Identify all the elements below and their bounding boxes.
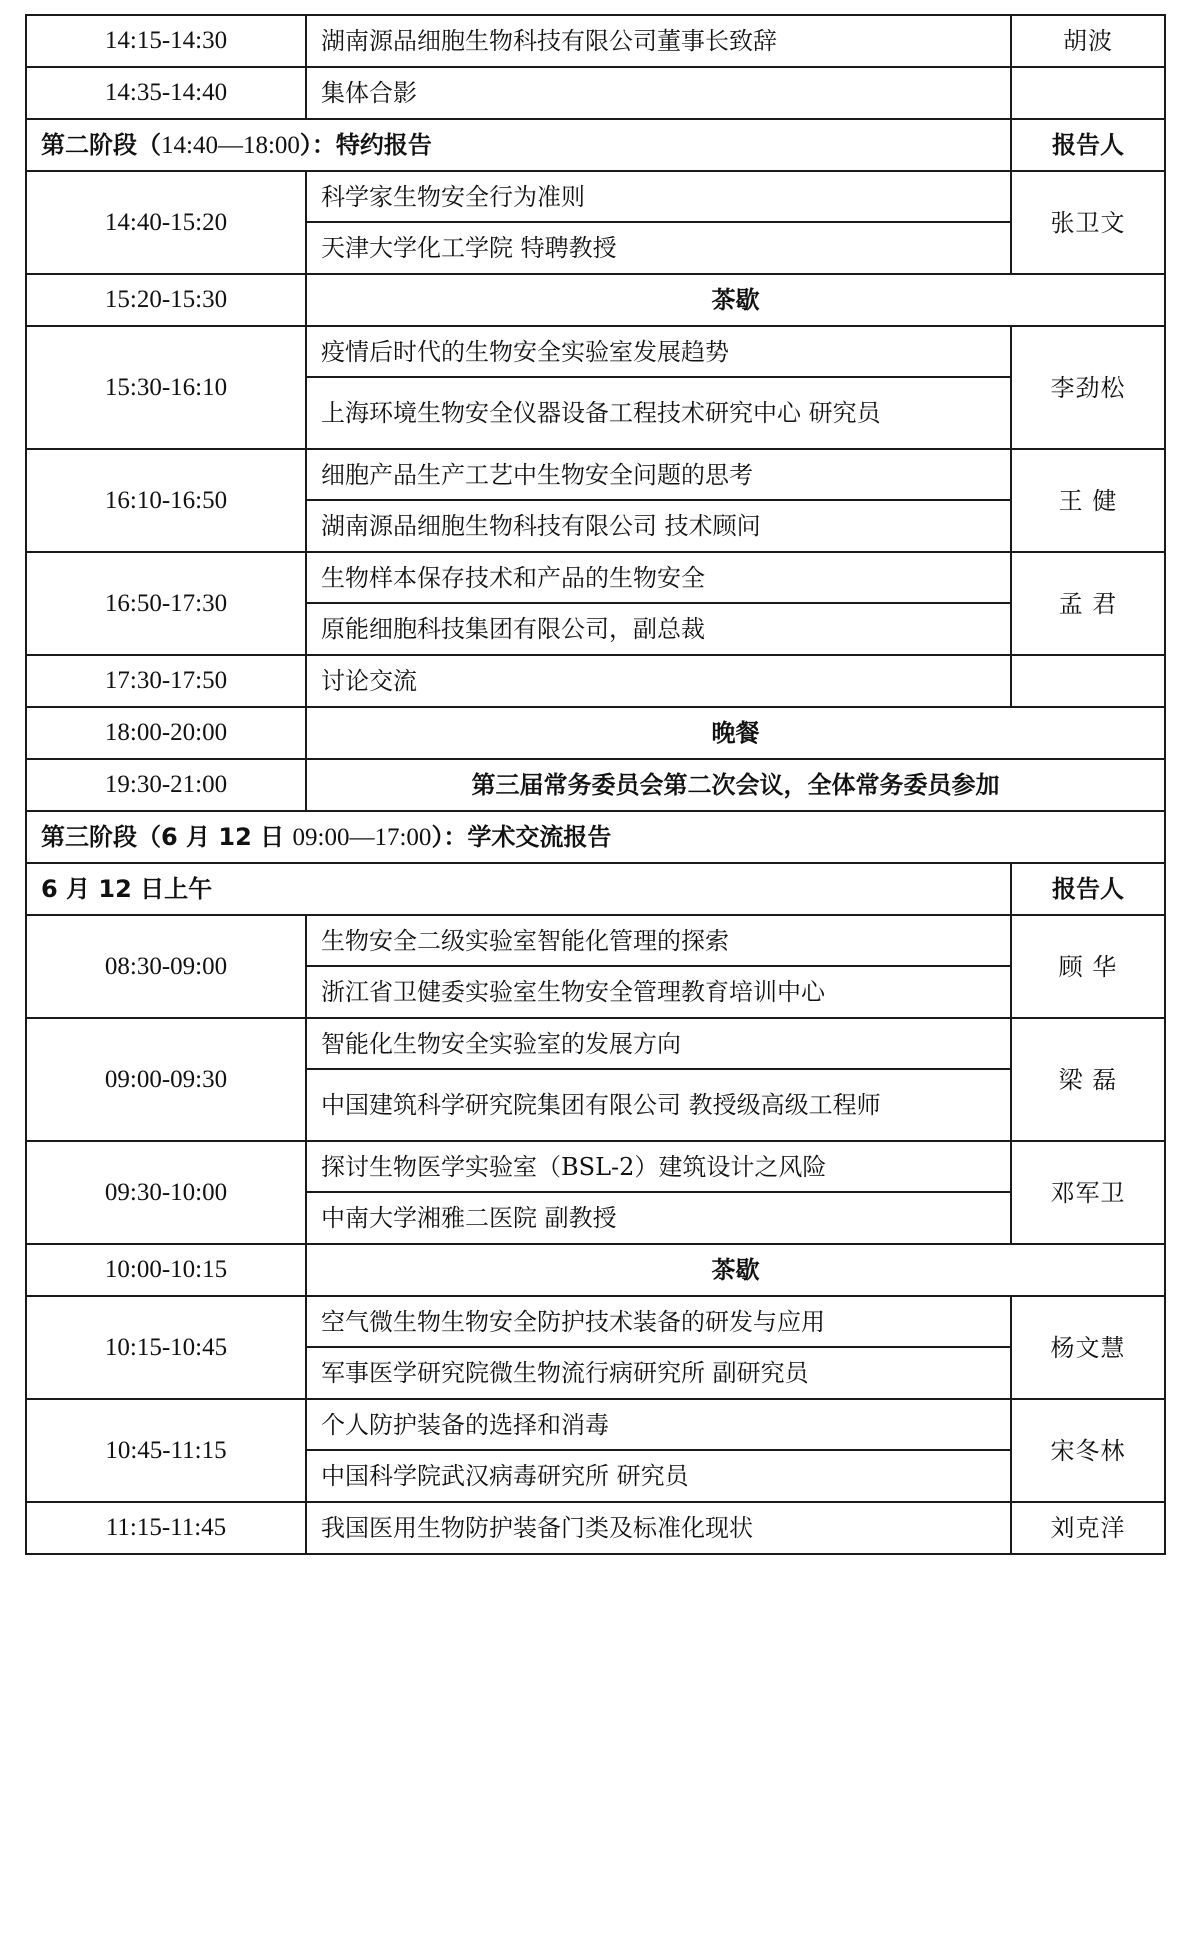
table-row: [26, 915, 1165, 966]
break-cell: 茶歇: [306, 1244, 1165, 1296]
speaker-header: 报告人: [1011, 863, 1165, 915]
time-cell: 16:10-16:50: [26, 449, 306, 552]
time-cell: 15:20-15:30: [26, 274, 306, 326]
speaker-header: 报告人: [1011, 119, 1165, 171]
org-cell: 天津大学化工学院 特聘教授: [306, 222, 1011, 274]
schedule-table: [25, 14, 1166, 1555]
time-cell: 16:50-17:30: [26, 552, 306, 655]
speaker-cell: 刘克洋: [1011, 1502, 1165, 1554]
time-cell: 14:35-14:40: [26, 67, 306, 119]
stage-title: [26, 811, 1165, 863]
time-cell: 08:30-09:00: [26, 915, 306, 1018]
speaker-cell: 孟 君: [1011, 552, 1165, 655]
table-row: [26, 552, 1165, 603]
org-cell: 湖南源品细胞生物科技有限公司 技术顾问: [306, 500, 1011, 552]
title-cell: 空气微生物生物安全防护技术装备的研发与应用: [306, 1296, 1011, 1347]
time-cell: 10:00-10:15: [26, 1244, 306, 1296]
table-row: [26, 449, 1165, 500]
title-cell: 探讨生物医学实验室（BSL-2）建筑设计之风险: [306, 1141, 1011, 1192]
stage-prefix: 第二阶段（: [41, 130, 161, 159]
table-row: [26, 655, 1165, 707]
title-cell: 我国医用生物防护装备门类及标准化现状: [306, 1502, 1011, 1554]
title-cell: 个人防护装备的选择和消毒: [306, 1399, 1011, 1450]
stage-time: 09:00—17:00: [292, 823, 432, 851]
speaker-cell: [1011, 67, 1165, 119]
table-row: [26, 171, 1165, 222]
org-cell: 原能细胞科技集团有限公司，副总裁: [306, 603, 1011, 655]
title-cell: 疫情后时代的生物安全实验室发展趋势: [306, 326, 1011, 377]
title-cell: 智能化生物安全实验室的发展方向: [306, 1018, 1011, 1069]
time-cell: 19:30-21:00: [26, 759, 306, 811]
title-cell: 生物安全二级实验室智能化管理的探索: [306, 915, 1011, 966]
time-cell: 18:00-20:00: [26, 707, 306, 759]
table-row: [26, 707, 1165, 759]
org-cell: 上海环境生物安全仪器设备工程技术研究中心 研究员: [306, 377, 1011, 449]
day-header-row: [26, 863, 1165, 915]
speaker-cell: 杨文慧: [1011, 1296, 1165, 1399]
org-cell: 军事医学研究院微生物流行病研究所 副研究员: [306, 1347, 1011, 1399]
speaker-cell: 李劲松: [1011, 326, 1165, 449]
title-cell: 讨论交流: [306, 655, 1011, 707]
time-cell: 11:15-11:45: [26, 1502, 306, 1554]
stage-title: [26, 119, 1011, 171]
table-row: [26, 1502, 1165, 1554]
dinner-cell: 晚餐: [306, 707, 1165, 759]
time-cell: 17:30-17:50: [26, 655, 306, 707]
speaker-cell: 顾 华: [1011, 915, 1165, 1018]
title-cell: 湖南源品细胞生物科技有限公司董事长致辞: [306, 15, 1011, 67]
table-row: [26, 274, 1165, 326]
speaker-cell: 胡波: [1011, 15, 1165, 67]
time-cell: 10:15-10:45: [26, 1296, 306, 1399]
title-cell: 集体合影: [306, 67, 1011, 119]
table-row: [26, 1399, 1165, 1450]
table-row: [26, 759, 1165, 811]
table-row: [26, 1141, 1165, 1192]
speaker-cell: 邓军卫: [1011, 1141, 1165, 1244]
time-cell: 09:30-10:00: [26, 1141, 306, 1244]
stage-suffix: ）：特约报告: [299, 130, 432, 159]
time-cell: 09:00-09:30: [26, 1018, 306, 1141]
title-cell: 科学家生物安全行为准则: [306, 171, 1011, 222]
table-row: [26, 15, 1165, 67]
meeting-cell: 第三届常务委员会第二次会议，全体常务委员参加: [306, 759, 1165, 811]
title-cell: 细胞产品生产工艺中生物安全问题的思考: [306, 449, 1011, 500]
stage-suffix: ）：学术交流报告: [431, 822, 612, 851]
speaker-cell: 梁 磊: [1011, 1018, 1165, 1141]
time-cell: 14:40-15:20: [26, 171, 306, 274]
table-row: [26, 326, 1165, 377]
day-label: [26, 863, 1011, 915]
speaker-cell: 王 健: [1011, 449, 1165, 552]
org-cell: 浙江省卫健委实验室生物安全管理教育培训中心: [306, 966, 1011, 1018]
time-cell: 14:15-14:30: [26, 15, 306, 67]
title-cell: 生物样本保存技术和产品的生物安全: [306, 552, 1011, 603]
speaker-cell: 宋冬林: [1011, 1399, 1165, 1502]
org-cell: 中南大学湘雅二医院 副教授: [306, 1192, 1011, 1244]
time-cell: 10:45-11:15: [26, 1399, 306, 1502]
table-row: [26, 1018, 1165, 1069]
org-cell: 中国建筑科学研究院集团有限公司 教授级高级工程师: [306, 1069, 1011, 1141]
org-cell: 中国科学院武汉病毒研究所 研究员: [306, 1450, 1011, 1502]
table-row: [26, 1296, 1165, 1347]
break-cell: 茶歇: [306, 274, 1165, 326]
stage-prefix: 第三阶段（6 月 12 日: [41, 822, 293, 851]
day-label-text: 6 月 12 日上午: [41, 875, 213, 903]
table-row: [26, 67, 1165, 119]
time-cell: 15:30-16:10: [26, 326, 306, 449]
stage-time: 14:40—18:00: [161, 131, 300, 159]
stage-header-row: [26, 811, 1165, 863]
speaker-cell: 张卫文: [1011, 171, 1165, 274]
table-row: [26, 1244, 1165, 1296]
speaker-cell: [1011, 655, 1165, 707]
stage-header-row: [26, 119, 1165, 171]
